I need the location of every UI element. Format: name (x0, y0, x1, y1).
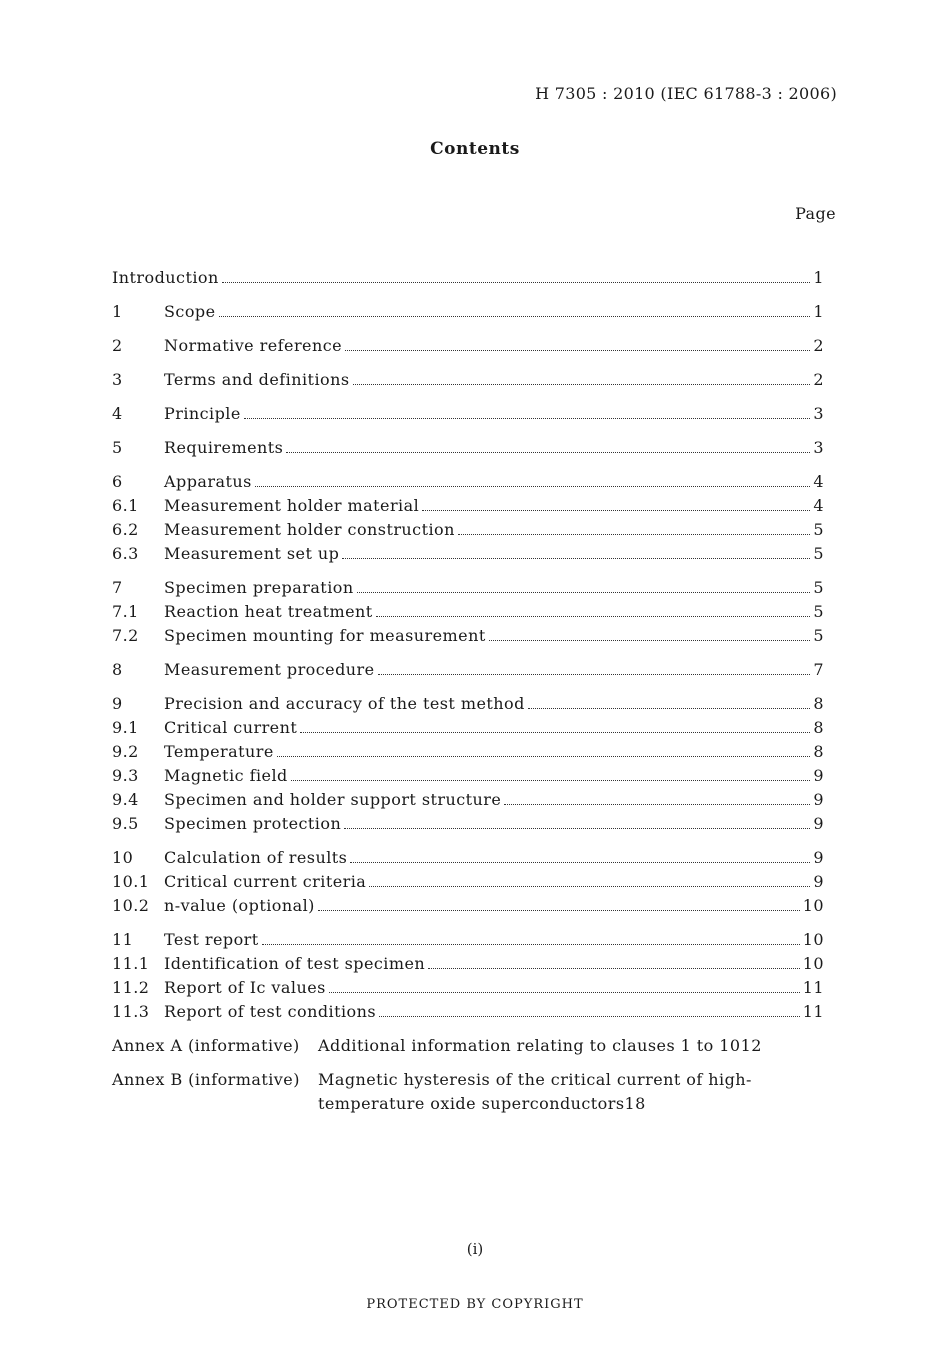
toc-entry-annex-a[interactable] (112, 1034, 824, 1058)
annex-title: Additional information relating to clauses 1 to 10 (318, 1036, 741, 1055)
toc-entry-page: 5 (813, 544, 824, 563)
toc-entry-page: 5 (813, 578, 824, 597)
toc-entry-number: 9.1 (112, 718, 139, 737)
toc-entry-number: 7.2 (112, 626, 139, 645)
toc-entry-identification-of-test-specimen[interactable] (112, 952, 824, 976)
toc-entry-page: 8 (813, 718, 824, 737)
leader-dots (353, 368, 811, 385)
toc-entry-title: n-value (optional) (164, 896, 315, 915)
toc-entry-title: Critical current criteria (164, 872, 367, 891)
toc-entry-number: 4 (112, 404, 123, 423)
toc-entry-number: 6.3 (112, 544, 139, 563)
toc-entry-title: Measurement procedure (164, 660, 375, 679)
leader-dots (528, 692, 811, 709)
leader-dots (357, 576, 811, 593)
toc-entry-title: Report of test conditions (164, 1002, 377, 1021)
page-title: Contents (430, 139, 520, 159)
toc-entry-title: Critical current (164, 718, 298, 737)
leader-dots (262, 928, 800, 945)
toc-entry-measurement-procedure[interactable] (112, 658, 824, 682)
toc-entry-specimen-preparation[interactable] (112, 576, 824, 600)
leader-dots (244, 402, 811, 419)
toc-entry-title: Specimen mounting for measurement (164, 626, 486, 645)
toc-entry-page: 5 (813, 602, 824, 621)
leader-dots (369, 870, 810, 887)
toc-entry-specimen-and-holder-support[interactable] (112, 788, 824, 812)
toc-entry-title: Temperature (164, 742, 274, 761)
toc-entry-page: 9 (813, 848, 824, 867)
toc-entry-title: Report of Ic values (164, 978, 326, 997)
toc-entry-precision-and-accuracy[interactable] (112, 692, 824, 716)
toc-entry-title: Terms and definitions (164, 370, 350, 389)
toc-entry-normative-reference[interactable] (112, 334, 824, 358)
toc-entry-number: 11.3 (112, 1002, 150, 1021)
toc-entry-page: 9 (813, 814, 824, 833)
annex-page: 18 (624, 1094, 646, 1113)
toc-entry-number: 1 (112, 302, 123, 321)
toc-entry-page: 5 (813, 520, 824, 539)
toc-entry-page: 9 (813, 766, 824, 785)
toc-entry-title: Precision and accuracy of the test method (164, 694, 525, 713)
toc-entry-test-report[interactable] (112, 928, 824, 952)
toc-entry-title: Reaction heat treatment (164, 602, 373, 621)
toc-entry-page: 1 (813, 302, 824, 321)
leader-dots (376, 600, 811, 617)
toc-entry-page: 10 (802, 954, 824, 973)
toc-entry-page: 3 (813, 404, 824, 423)
toc-entry-title: Apparatus (164, 472, 252, 491)
leader-dots (300, 716, 810, 733)
toc-entry-number: 3 (112, 370, 123, 389)
leader-dots (489, 624, 811, 641)
toc-entry-principle[interactable] (112, 402, 824, 426)
toc-entry-page: 7 (813, 660, 824, 679)
toc-entry-page: 1 (813, 268, 824, 287)
leader-dots (345, 334, 810, 351)
toc-entry-page: 2 (813, 336, 824, 355)
toc-entry-title: Identification of test specimen (164, 954, 426, 973)
leader-dots (504, 788, 810, 805)
toc-entry-reaction-heat-treatment[interactable] (112, 600, 824, 624)
leader-dots (329, 976, 800, 993)
leader-dots (379, 1000, 800, 1017)
toc-entry-n-value[interactable] (112, 894, 824, 918)
footer-page-number: (i) (466, 1240, 484, 1258)
leader-dots (350, 846, 810, 863)
toc-entry-number: 10.1 (112, 872, 150, 891)
toc-entry-number: 9.4 (112, 790, 139, 809)
annex-title-line-2: temperature oxide superconductors (318, 1094, 625, 1113)
toc-entry-page: 9 (813, 872, 824, 891)
toc-entry-title: Introduction (112, 268, 219, 287)
toc-entry-title: Specimen protection (164, 814, 342, 833)
toc-entry-title: Test report (164, 930, 259, 949)
leader-dots (422, 494, 810, 511)
toc-entry-apparatus[interactable] (112, 470, 824, 494)
toc-entry-terms-and-definitions[interactable] (112, 368, 824, 392)
toc-entry-number: 2 (112, 336, 123, 355)
toc-entry-page: 4 (813, 472, 824, 491)
annex-label: Annex B (informative) (112, 1070, 300, 1089)
toc-entry-temperature[interactable] (112, 740, 824, 764)
toc-entry-number: 6.2 (112, 520, 139, 539)
toc-entry-number: 10.2 (112, 896, 150, 915)
toc-entry-title: Measurement set up (164, 544, 340, 563)
toc-entry-number: 10 (112, 848, 134, 867)
toc-entry-title: Calculation of results (164, 848, 348, 867)
toc-entry-number: 7 (112, 578, 123, 597)
toc-entry-page: 11 (802, 1002, 824, 1021)
toc-entry-title: Requirements (164, 438, 284, 457)
toc-entry-number: 8 (112, 660, 123, 679)
leader-dots (318, 894, 800, 911)
toc-entry-scope[interactable] (112, 300, 824, 324)
toc-entry-report-of-ic-values[interactable] (112, 976, 824, 1000)
leader-dots (378, 658, 811, 675)
table-of-contents (112, 266, 824, 1116)
toc-entry-title: Specimen preparation (164, 578, 354, 597)
leader-dots (428, 952, 800, 969)
toc-entry-annex-b[interactable] (112, 1068, 824, 1116)
page-column-label: Page (795, 204, 836, 223)
toc-entry-number: 11 (112, 930, 134, 949)
toc-entry-number: 9.3 (112, 766, 139, 785)
toc-entry-title: Magnetic field (164, 766, 288, 785)
toc-entry-number: 5 (112, 438, 123, 457)
toc-entry-number: 6 (112, 472, 123, 491)
leader-dots (219, 300, 811, 317)
toc-entry-specimen-protection[interactable] (112, 812, 824, 836)
toc-entry-title: Measurement holder construction (164, 520, 455, 539)
toc-entry-report-of-test-conditions[interactable] (112, 1000, 824, 1024)
leader-dots (291, 764, 811, 781)
toc-entry-number: 6.1 (112, 496, 139, 515)
toc-entry-title: Normative reference (164, 336, 343, 355)
toc-entry-critical-current-criteria[interactable] (112, 870, 824, 894)
toc-entry-page: 10 (802, 930, 824, 949)
toc-entry-measurement-holder-material[interactable] (112, 494, 824, 518)
leader-dots (222, 266, 811, 283)
toc-entry-critical-current[interactable] (112, 716, 824, 740)
leader-dots (255, 470, 811, 487)
toc-entry-calculation-of-results[interactable] (112, 846, 824, 870)
annex-page: 12 (740, 1036, 762, 1055)
toc-entry-page: 11 (802, 978, 824, 997)
toc-entry-measurement-holder-construction[interactable] (112, 518, 824, 542)
toc-entry-specimen-mounting[interactable] (112, 624, 824, 648)
leader-dots (286, 436, 810, 453)
toc-entry-measurement-set-up[interactable] (112, 542, 824, 566)
document-reference: H 7305 : 2010 (IEC 61788-3 : 2006) (535, 84, 837, 103)
toc-entry-page: 3 (813, 438, 824, 457)
toc-entry-requirements[interactable] (112, 436, 824, 460)
toc-entry-magnetic-field[interactable] (112, 764, 824, 788)
toc-entry-number: 9.2 (112, 742, 139, 761)
toc-entry-title: Specimen and holder support structure (164, 790, 502, 809)
toc-entry-page: 9 (813, 790, 824, 809)
toc-entry-page: 4 (813, 496, 824, 515)
annex-title-line-1: Magnetic hysteresis of the critical current of high- (318, 1070, 752, 1089)
leader-dots (344, 812, 810, 829)
toc-entry-page: 8 (813, 742, 824, 761)
toc-entry-introduction[interactable] (112, 266, 824, 290)
toc-entry-number: 11.1 (112, 954, 150, 973)
toc-entry-number: 7.1 (112, 602, 139, 621)
leader-dots (342, 542, 810, 559)
toc-entry-page: 2 (813, 370, 824, 389)
leader-dots (277, 740, 811, 757)
toc-entry-title: Measurement holder material (164, 496, 420, 515)
copyright-notice: PROTECTED BY COPYRIGHT (366, 1297, 584, 1312)
toc-entry-number: 9 (112, 694, 123, 713)
toc-entry-title: Principle (164, 404, 241, 423)
toc-entry-page: 5 (813, 626, 824, 645)
toc-entry-number: 11.2 (112, 978, 150, 997)
toc-entry-page: 8 (813, 694, 824, 713)
leader-dots (458, 518, 810, 535)
annex-label: Annex A (informative) (112, 1036, 300, 1055)
toc-entry-title: Scope (164, 302, 216, 321)
toc-entry-page: 10 (802, 896, 824, 915)
toc-entry-number: 9.5 (112, 814, 139, 833)
